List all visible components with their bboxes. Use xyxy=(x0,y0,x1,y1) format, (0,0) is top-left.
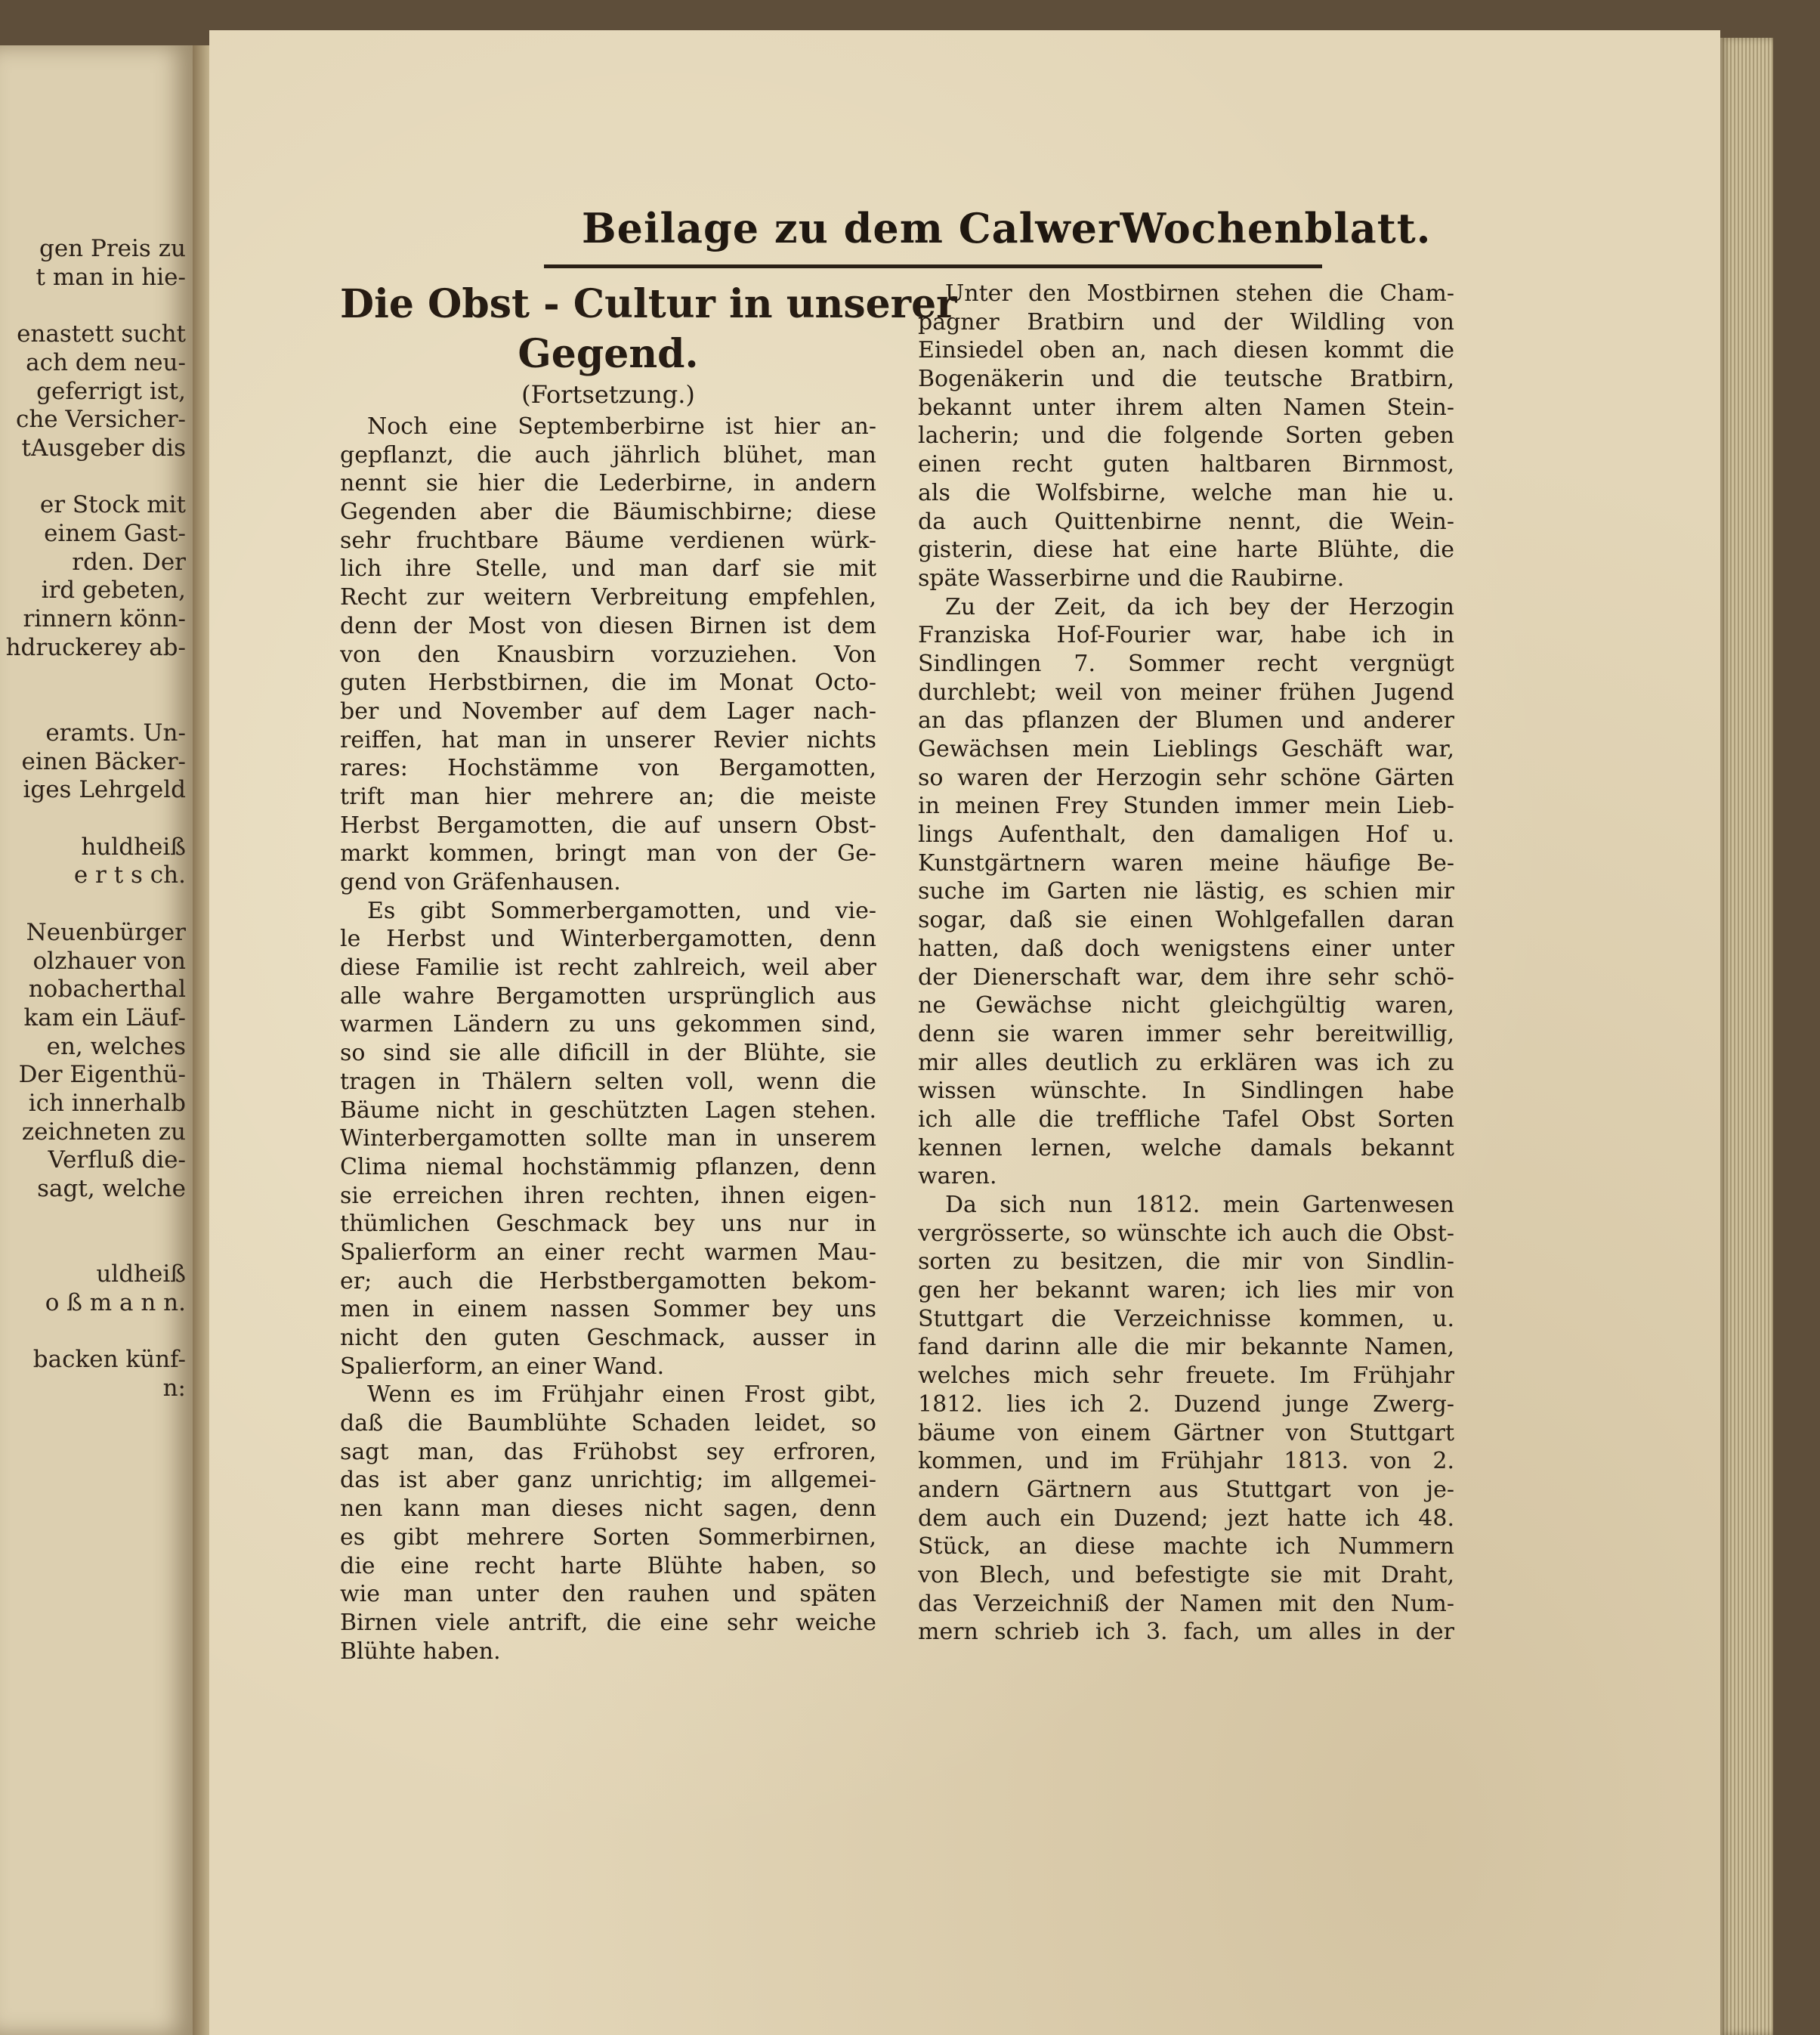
left-page-text-fragment: n: xyxy=(162,1375,186,1402)
text-line: Gegenden aber die Bäumischbirne; diese xyxy=(340,499,876,526)
text-line: Franziska Hof-Fourier war, habe ich in xyxy=(918,622,1454,649)
text-line: lings Aufenthalt, den damaligen Hof u. xyxy=(918,821,1454,849)
text-line: Winterbergamotten sollte man in unserem xyxy=(340,1125,876,1152)
text-line: hatten, daß doch wenigstens einer unter xyxy=(918,935,1454,962)
text-line: mern schrieb ich 3. fach, um alles in der xyxy=(918,1619,1454,1646)
text-line: le Herbst und Winterbergamotten, denn xyxy=(340,926,876,953)
text-line: Da sich nun 1812. mein Gartenwesen xyxy=(945,1192,1454,1218)
text-line: sorten zu besitzen, die mir von Sindlin- xyxy=(918,1248,1454,1276)
article-title-line2: Gegend. xyxy=(518,331,699,377)
text-line: lich ihre Stelle, und man darf sie mit xyxy=(340,555,876,583)
left-page-text-fragment: ird gebeten, xyxy=(41,577,186,605)
left-page-text-fragment: rinnern könn- xyxy=(23,605,186,633)
left-page-text-fragment: ach dem neu- xyxy=(26,348,186,376)
text-line: sagt man, das Frühobst sey erfroren, xyxy=(340,1438,876,1465)
text-line: so sind sie alle dificill in der Blühte, sie xyxy=(340,1040,876,1067)
left-page-text-fragment: uldheiß xyxy=(96,1260,186,1288)
text-line: guten Herbstbirnen, die im Monat Octo- xyxy=(340,670,876,697)
text-line: sie erreichen ihren rechten, ihnen eigen- xyxy=(340,1182,876,1209)
text-line: lacherin; und die folgende Sorten geben xyxy=(918,422,1454,450)
text-line: Spalierform an einer recht warmen Mau- xyxy=(340,1239,876,1266)
text-line: trift man hier mehrere an; die meiste xyxy=(340,783,876,810)
text-line: andern Gärtnern aus Stuttgart von je- xyxy=(918,1476,1454,1503)
header-rule xyxy=(544,264,1322,268)
left-page-text-fragment: sagt, welche xyxy=(37,1175,186,1203)
left-page-text-fragment: en, welches xyxy=(46,1032,186,1060)
text-line: gepflanzt, die auch jährlich blühet, man xyxy=(340,441,876,469)
text-line: reiffen, hat man in unserer Revier nichts xyxy=(340,726,876,753)
text-line: alle wahre Bergamotten ursprünglich aus xyxy=(340,982,876,1010)
text-line: Gewächsen mein Lieblings Geschäft war, xyxy=(918,736,1454,762)
text-line: rares: Hochstämme von Bergamotten, xyxy=(340,755,876,782)
text-line: ich alle die treffliche Tafel Obst Sorten xyxy=(918,1106,1454,1133)
left-page-text-fragment: einem Gast- xyxy=(44,520,186,547)
text-line: Noch eine Septemberbirne ist hier an- xyxy=(367,413,876,440)
text-line: denn sie waren immer sehr bereitwillig, xyxy=(918,1020,1454,1047)
text-line: er; auch die Herbstbergamotten bekom- xyxy=(340,1267,876,1294)
left-page-text-fragment: zeichneten zu xyxy=(21,1118,186,1146)
text-line: späte Wasserbirne und die Raubirne. xyxy=(918,564,1345,592)
text-line: kommen, und im Frühjahr 1813. von 2. xyxy=(918,1448,1454,1475)
text-line: Blühte haben. xyxy=(340,1638,501,1665)
text-line: thümlichen Geschmack bey uns nur in xyxy=(340,1211,876,1238)
text-line: wissen wünschte. In Sindlingen habe xyxy=(918,1078,1454,1105)
text-line: Wenn es im Frühjahr einen Frost gibt, xyxy=(367,1381,876,1409)
article-column-left xyxy=(340,280,957,1665)
left-page-text-fragment: enastett sucht xyxy=(17,320,186,348)
text-line: an das pflanzen der Blumen und anderer xyxy=(918,707,1454,735)
text-line: Birnen viele antrift, die eine sehr weiche xyxy=(340,1609,876,1636)
left-page-text-fragment: geferrigt ist, xyxy=(36,377,186,405)
text-line: nennt sie hier die Lederbirne, in andern xyxy=(340,470,876,497)
text-line: die eine recht harte Blühte haben, so xyxy=(340,1552,876,1579)
text-line: welches mich sehr freuete. Im Frühjahr xyxy=(918,1362,1454,1390)
left-page-text-fragment: rden. Der xyxy=(72,548,186,576)
text-line: gend von Gräfenhausen. xyxy=(340,869,621,895)
article-subtitle: (Fortsetzung.) xyxy=(521,380,695,409)
text-line: ne Gewächse nicht gleichgültig waren, xyxy=(918,992,1454,1019)
left-page-text-fragment: tAusgeber dis xyxy=(21,434,186,462)
text-line: Spalierform, an einer Wand. xyxy=(340,1353,665,1380)
newspaper-header-title: Beilage zu dem CalwerWochenblatt. xyxy=(582,204,1432,252)
page-edges xyxy=(1720,38,1773,2035)
text-line: dem auch ein Duzend; jezt hatte ich 48. xyxy=(918,1505,1454,1532)
text-line: mir alles deutlich zu erklären was ich zu xyxy=(918,1049,1454,1076)
text-line: Herbst Bergamotten, die auf unsern Obst- xyxy=(340,812,876,839)
text-line: daß die Baumblühte Schaden leidet, so xyxy=(340,1410,876,1437)
text-line: so waren der Herzogin sehr schöne Gärten xyxy=(918,764,1454,791)
text-line: sehr fruchtbare Bäume verdienen würk- xyxy=(340,527,876,554)
text-line: gisterin, diese hat eine harte Blühte, die xyxy=(918,537,1454,564)
left-page-text-fragment: ich innerhalb xyxy=(28,1090,186,1117)
left-page-text-fragment: che Versicher- xyxy=(15,406,186,434)
text-line: gen her bekannt waren; ich lies mir von xyxy=(918,1277,1454,1304)
text-line: Kunstgärtnern waren meine häufige Be- xyxy=(918,849,1454,877)
text-line: suche im Garten nie lästig, es schien mir xyxy=(918,878,1454,905)
text-line: diese Familie ist recht zahlreich, weil aber xyxy=(340,954,876,982)
text-line: Bogenäkerin und die teutsche Bratbirn, xyxy=(918,366,1454,393)
left-page-text-fragment: kam ein Läuf- xyxy=(23,1004,186,1031)
left-page-text-fragment: t man in hie- xyxy=(36,263,186,291)
text-line: waren. xyxy=(918,1163,997,1190)
article-column-right xyxy=(918,280,1454,1647)
article-title-line1: Die Obst - Cultur in unserer xyxy=(340,281,957,327)
text-line: bekannt unter ihrem alten Namen Stein- xyxy=(918,394,1454,421)
left-page-text-fragment: nobacherthal xyxy=(28,976,186,1004)
text-line: warmen Ländern zu uns gekommen sind, xyxy=(340,1011,876,1038)
text-line: Stuttgart die Verzeichnisse kommen, u. xyxy=(918,1305,1454,1332)
text-line: bäume von einem Gärtner von Stuttgart xyxy=(918,1419,1454,1446)
left-column-text xyxy=(340,413,876,1665)
text-line: ber und November auf dem Lager nach- xyxy=(340,697,876,725)
text-line: sogar, daß sie einen Wohlgefallen daran xyxy=(918,907,1454,934)
text-line: 1812. lies ich 2. Duzend junge Zwerg- xyxy=(918,1390,1454,1418)
text-line: das ist aber ganz unrichtig; im allgemei- xyxy=(340,1467,876,1494)
left-page-text-fragment: Verfluß die- xyxy=(48,1146,186,1174)
left-page-text-fragment: huldheiß xyxy=(81,833,186,861)
text-line: nen kann man dieses nicht sagen, denn xyxy=(340,1495,876,1523)
text-line: von den Knausbirn vorzuziehen. Von xyxy=(340,641,876,668)
text-line: tragen in Thälern selten voll, wenn die xyxy=(340,1068,876,1095)
text-line: Unter den Mostbirnen stehen die Cham- xyxy=(945,280,1454,307)
text-line: pagner Bratbirn und der Wildling von xyxy=(918,308,1454,336)
text-line: das Verzeichniß der Namen mit den Num- xyxy=(918,1590,1454,1617)
text-line: der Dienerschaft war, dem ihre sehr schö- xyxy=(918,963,1454,991)
text-line: Sindlingen 7. Sommer recht vergnügt xyxy=(918,650,1454,677)
left-page-text-fragment: einen Bäcker- xyxy=(21,747,186,775)
text-line: durchlebt; weil von meiner frühen Jugend xyxy=(918,679,1454,706)
left-page-text-fragment: er Stock mit xyxy=(39,491,186,519)
text-line: wie man unter den rauhen und späten xyxy=(340,1581,876,1608)
text-line: Stück, an diese machte ich Nummern xyxy=(918,1533,1454,1560)
text-line: vergrösserte, so wünschte ich auch die Obst- xyxy=(918,1220,1454,1247)
text-line: Zu der Zeit, da ich bey der Herzogin xyxy=(945,593,1454,620)
text-line: Bäume nicht in geschützten Lagen stehen. xyxy=(340,1096,876,1124)
text-line: als die Wolfsbirne, welche man hie u. xyxy=(918,479,1454,506)
text-line: fand darinn alle die mir bekannte Namen, xyxy=(918,1334,1454,1361)
left-page-text-fragment: e r t s ch. xyxy=(73,861,186,889)
text-line: nicht den guten Geschmack, ausser in xyxy=(340,1325,876,1351)
left-page-text-fragment: eramts. Un- xyxy=(45,719,186,747)
left-page-text-fragment: o ß m a n n. xyxy=(45,1288,186,1316)
text-line: Clima niemal hochstämmig pflanzen, denn xyxy=(340,1153,876,1180)
left-page-text-fragment: backen künf- xyxy=(32,1346,186,1374)
text-line: da auch Quittenbirne nennt, die Wein- xyxy=(918,508,1454,535)
left-page-text-fragment: gen Preis zu xyxy=(39,235,186,262)
right-column-text xyxy=(918,280,1454,1647)
text-line: denn der Most von diesen Birnen ist dem xyxy=(340,612,876,639)
left-page-text-fragment: iges Lehrgeld xyxy=(23,776,186,804)
text-line: in meinen Frey Stunden immer mein Lieb- xyxy=(918,793,1454,820)
left-page-text-fragment: Der Eigenthü- xyxy=(18,1061,186,1089)
left-page xyxy=(0,45,193,2035)
left-page-text-fragment: hdruckerey ab- xyxy=(5,633,186,661)
text-line: einen recht guten haltbaren Birnmost, xyxy=(918,451,1454,478)
left-page-text-fragment: olzhauer von xyxy=(32,947,186,975)
text-line: markt kommen, bringt man von der Ge- xyxy=(340,840,876,868)
book-gutter xyxy=(193,45,209,2035)
text-line: es gibt mehrere Sorten Sommerbirnen, xyxy=(340,1523,876,1551)
text-line: men in einem nassen Sommer bey uns xyxy=(340,1296,876,1323)
text-line: von Blech, und befestigte sie mit Draht, xyxy=(918,1561,1454,1588)
text-line: kennen lernen, welche damals bekannt xyxy=(918,1134,1454,1161)
text-line: Recht zur weitern Verbreitung empfehlen, xyxy=(340,584,876,611)
text-line: Einsiedel oben an, nach diesen kommt die xyxy=(918,337,1454,364)
left-page-text-fragment: Neuenbürger xyxy=(26,918,186,946)
text-line: Es gibt Sommerbergamotten, und vie- xyxy=(367,897,876,924)
